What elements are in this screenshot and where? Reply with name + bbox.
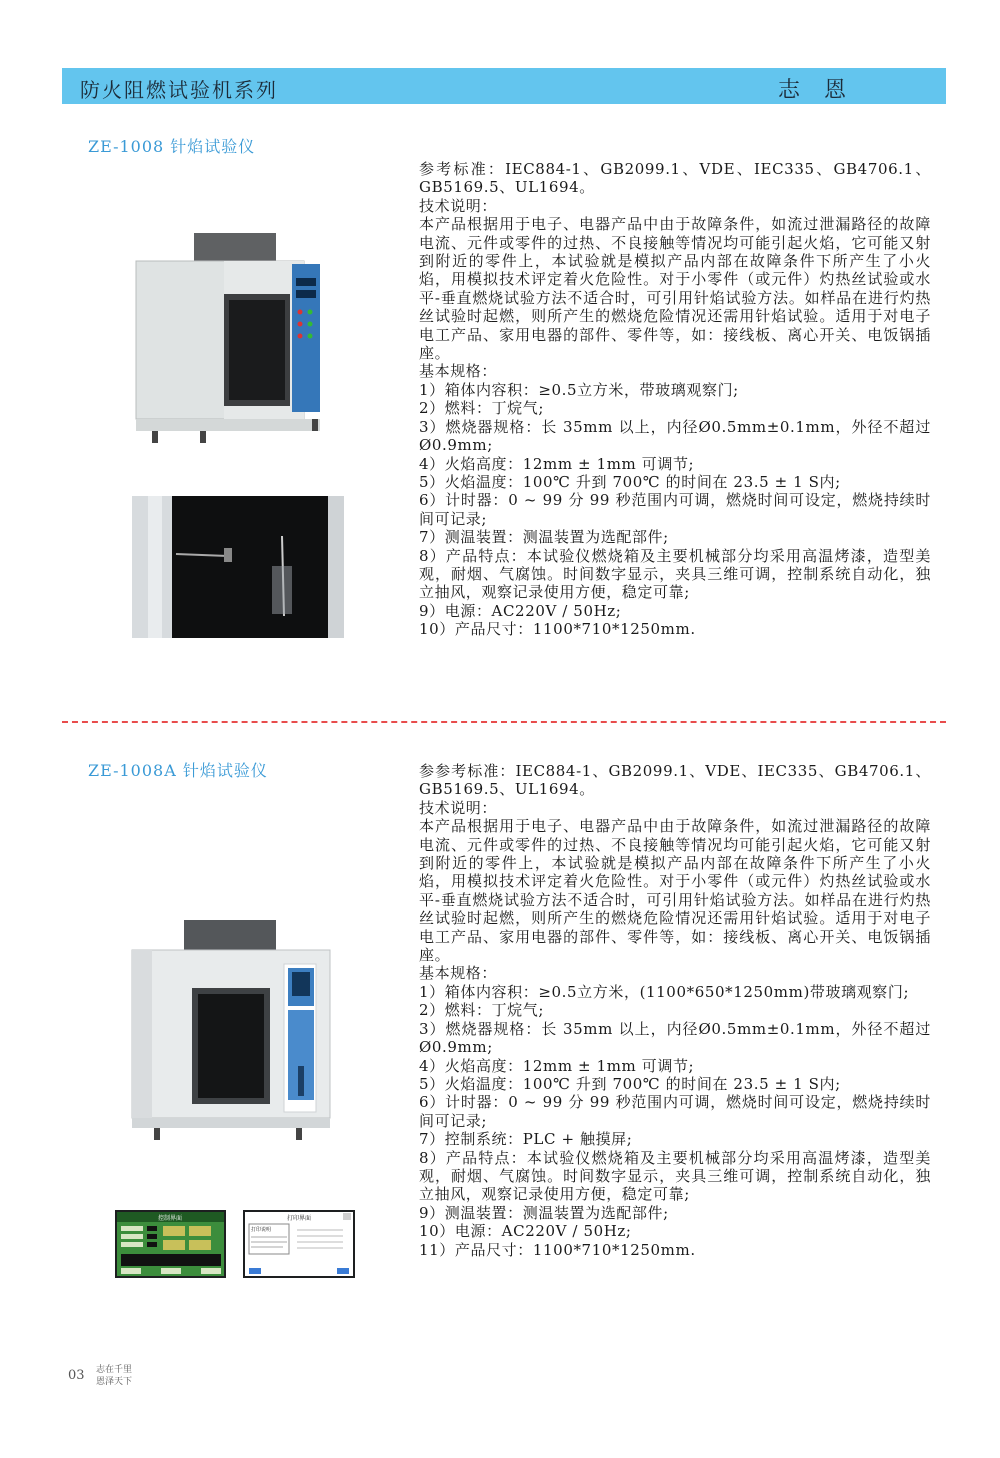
spec-item: 9）电源：AC220V / 50Hz;	[419, 601, 622, 620]
spec-item: 2）燃料：丁烷气;	[419, 1001, 544, 1020]
spec-heading: 基本规格：	[419, 362, 498, 381]
spec-item: 6）计时器：0 ~ 99 分 99 秒范围内可调，燃烧时间可设定，燃烧持续时间可记录;	[419, 491, 931, 528]
spec-item: 6）计时器：0 ~ 99 分 99 秒范围内可调，燃烧时间可设定，燃烧持续时间可记录;	[419, 1093, 931, 1130]
spec-heading: 基本规格：	[419, 964, 498, 983]
spec-item: 2）燃料：丁烷气;	[419, 399, 544, 418]
spec-item: 11）产品尺寸：1100*710*1250mm.	[419, 1240, 696, 1259]
standards-text: 参考标准：IEC884-1、GB2099.1、VDE、IEC335、GB4706.1、GB5169.5、UL1694。	[419, 160, 931, 197]
spec-item: 5）火焰温度：100℃ 升到 700℃ 的时间在 23.5 ± 1 S内;	[419, 1074, 841, 1093]
spec-item: 3）燃烧器规格：长 35mm 以上，内径Ø0.5mm±0.1mm，外径不超过Ø0.9mm;	[419, 417, 931, 455]
spec-item: 10）电源：AC220V / 50Hz;	[419, 1222, 632, 1241]
product-interior-photo-1	[132, 496, 344, 638]
header-bar	[62, 68, 946, 104]
product-photo-2	[108, 906, 356, 1148]
product-title-1: ZE-1008 针焰试验仪	[88, 137, 256, 156]
print-screen-image	[243, 1210, 355, 1278]
footer-motto	[96, 1364, 132, 1388]
spec-item: 7）测温装置：测温装置为选配部件;	[419, 528, 669, 547]
spec-item: 4）火焰高度：12mm ± 1mm 可调节;	[419, 454, 695, 473]
spec-item: 8）产品特点：本试验仪燃烧箱及主要机械部分均采用高温烤漆，造型美观，耐烟、气腐蚀。时间数字显示，夹具三维可调，控制系统自动化，独立抽风，观察记录使用方便，稳定可靠;	[419, 546, 931, 602]
product-photo-1	[128, 228, 350, 450]
brand-name: 志恩	[777, 78, 870, 103]
spec-item: 10）产品尺寸：1100*710*1250mm.	[419, 620, 696, 639]
control-screen-image	[115, 1210, 226, 1278]
spec-item: 9）测温装置：测温装置为选配部件;	[419, 1203, 669, 1222]
spec-item: 5）火焰温度：100℃ 升到 700℃ 的时间在 23.5 ± 1 S内;	[419, 472, 841, 491]
spec-item: 4）火焰高度：12mm ± 1mm 可调节;	[419, 1056, 695, 1075]
tech-description: 本产品根据用于电子、电器产品中由于故障条件，如流过泄漏路径的故障电流、元件或零件的过热、不良接触等情况均可能引起火焰，它可能又射到附近的零件上，本试验就是模拟产品内部在故障条件下所产生了小火焰，用模拟技术评定着火危险性。对于小零件（或元件）灼热丝试验或水平-垂直燃烧试验方法不适合时，可引用针焰试验方法。如样品在进行灼热丝试验时起燃，则所产生的燃烧危险情况还需用针焰试验。适用于对电子电工产品、家用电器的部件、零件等，如：接线板、离心开关、电饭锅插座。	[419, 215, 931, 363]
motto-line-2: 恩泽天下	[96, 1377, 133, 1387]
print-screen-heading: 打印说明	[251, 1227, 272, 1233]
page-number: 03	[68, 1368, 85, 1383]
spec-block-1	[419, 160, 931, 639]
tech-heading: 技术说明：	[419, 196, 498, 215]
product-title-2: ZE-1008A 针焰试验仪	[88, 761, 268, 780]
series-title: 防火阻燃试验机系列	[80, 78, 278, 102]
tech-heading: 技术说明：	[419, 798, 498, 817]
control-screen-title: 控制界面	[157, 1215, 183, 1222]
tech-description: 本产品根据用于电子、电器产品中由于故障条件，如流过泄漏路径的故障电流、元件或零件的过热、不良接触等情况均可能引起火焰，它可能又射到附近的零件上，本试验就是模拟产品内部在故障条件下所产生了小火焰，用模拟技术评定着火危险性。对于小零件（或元件）灼热丝试验或水平-垂直燃烧试验方法不适合时，可引用针焰试验方法。如样品在进行灼热丝试验时起燃，则所产生的燃烧危险情况还需用针焰试验。适用于对电子电工产品、家用电器的部件、零件等，如：接线板、离心开关、电饭锅插座。	[419, 817, 931, 965]
print-screen-title: 打印界面	[286, 1215, 312, 1222]
spec-item: 8）产品特点：本试验仪燃烧箱及主要机械部分均采用高温烤漆，造型美观，耐烟、气腐蚀。时间数字显示，夹具三维可调，控制系统自动化，独立抽风，观察记录使用方便，稳定可靠;	[419, 1148, 931, 1204]
motto-line-1: 志在千里	[96, 1365, 133, 1375]
spec-item: 7）控制系统：PLC + 触摸屏;	[419, 1130, 633, 1149]
spec-item: 1）箱体内容积：≥0.5立方米，带玻璃观察门;	[419, 380, 739, 399]
spec-item: 3）燃烧器规格：长 35mm 以上，内径Ø0.5mm±0.1mm，外径不超过Ø0.9mm;	[419, 1019, 931, 1057]
spec-block-2	[419, 762, 931, 1259]
section-divider	[62, 721, 946, 723]
spec-item: 1）箱体内容积：≥0.5立方米，(1100*650*1250mm)带玻璃观察门;	[419, 982, 910, 1001]
standards-text: 参参考标准：IEC884-1、GB2099.1、VDE、IEC335、GB4706.1、GB5169.5、UL1694。	[419, 762, 931, 799]
